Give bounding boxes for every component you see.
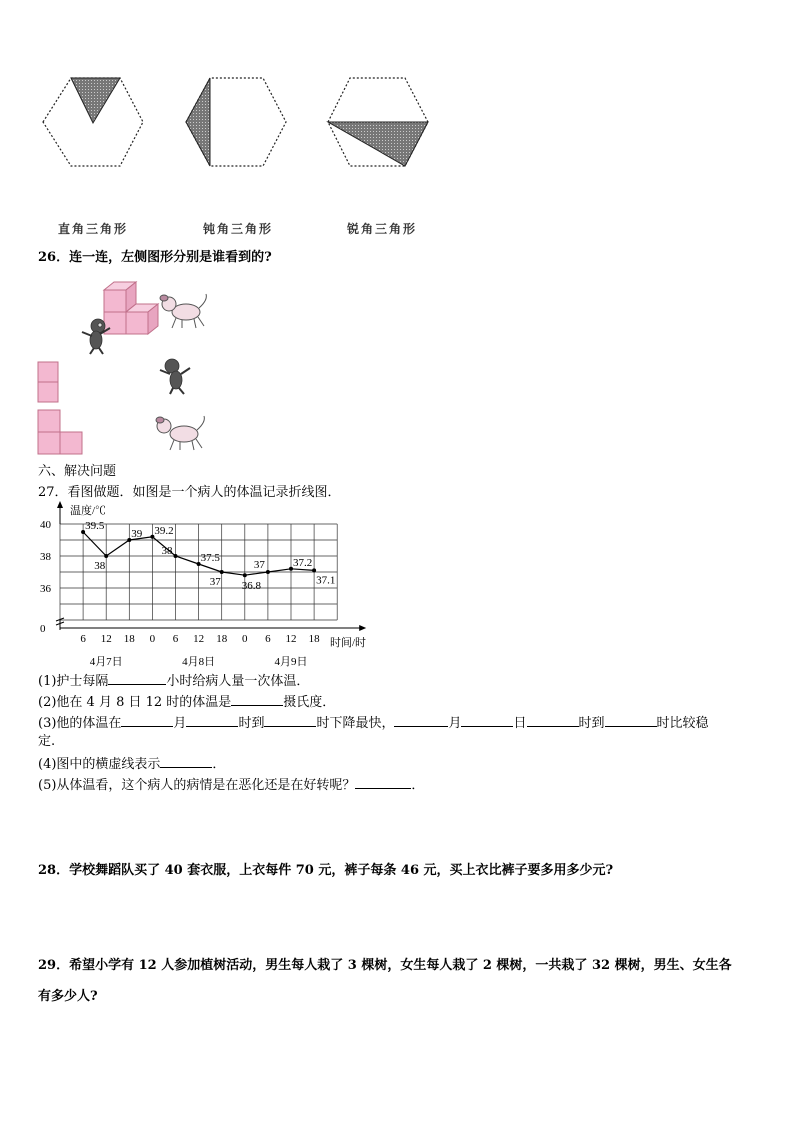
q26-figures bbox=[36, 278, 216, 458]
question-28: 28．学校舞蹈队买了 40 套衣服，上衣每件 70 元，裤子每条 46 元，买上衣比裤子要多用多少元? bbox=[38, 863, 614, 878]
x-tick-label: 6 bbox=[265, 633, 271, 645]
temperature-line-chart bbox=[30, 500, 390, 675]
answer-blank-1[interactable] bbox=[108, 671, 166, 685]
question-26: 26．连一连，左侧图形分别是谁看到的? bbox=[38, 250, 272, 265]
answer-blank-3d[interactable] bbox=[394, 713, 448, 727]
answer-blank-3a[interactable] bbox=[121, 713, 173, 727]
question-27: 27．看图做题．如图是一个病人的体温记录折线图． bbox=[38, 485, 341, 500]
q27-sub2 bbox=[38, 692, 335, 712]
data-label: 38 bbox=[161, 545, 173, 557]
answer-blank-2[interactable] bbox=[231, 692, 283, 706]
y-tick-label: 38 bbox=[40, 551, 51, 563]
answer-blank-3g[interactable] bbox=[605, 713, 657, 727]
answer-blank-3e[interactable] bbox=[461, 713, 513, 727]
y-tick-label: 36 bbox=[40, 583, 51, 595]
hexagon-acute-triangle bbox=[328, 78, 428, 166]
q27-sub3 bbox=[38, 713, 709, 733]
x-axis-label: 时间/时 bbox=[330, 637, 367, 649]
chart-grid bbox=[60, 524, 337, 620]
question-29-line1: 29．希望小学有 12 人参加植树活动，男生每人栽了 3 棵树，女生每人栽了 2 棵树，一共栽了 32 棵树，男生、女生各 bbox=[38, 958, 732, 973]
data-label: 37 bbox=[209, 576, 221, 588]
data-point bbox=[312, 568, 316, 572]
q27-sub3-f: 日 bbox=[513, 716, 527, 731]
q27-sub4-pre: (4)图中的横虚线表示 bbox=[38, 757, 161, 772]
x-tick-label: 0 bbox=[149, 633, 156, 645]
y-tick-label: 40 bbox=[40, 519, 51, 531]
answer-blank-4[interactable] bbox=[160, 754, 212, 768]
answer-blank-3b[interactable] bbox=[186, 713, 238, 727]
label-obtuse-triangle: 钝角三角形 bbox=[203, 222, 274, 236]
x-tick-label: 12 bbox=[285, 633, 297, 645]
view-a-two-squares bbox=[38, 362, 58, 402]
data-label: 37.2 bbox=[293, 556, 313, 569]
q27-sub3-a: (3)他的体温在 bbox=[38, 716, 122, 731]
label-right-triangle: 直角三角形 bbox=[58, 222, 129, 236]
label-acute-triangle: 锐角三角形 bbox=[347, 222, 418, 236]
data-label: 39.5 bbox=[85, 520, 105, 532]
data-point bbox=[220, 570, 224, 574]
data-label: 39.2 bbox=[154, 524, 174, 537]
q27-sub3-wrap: 定. bbox=[38, 734, 56, 749]
q27-sub2-pre: (2)他在 4 月 8 日 12 时的体温是 bbox=[38, 695, 232, 710]
hexagon-obtuse-triangle bbox=[186, 78, 286, 166]
data-label: 37.1 bbox=[316, 574, 336, 587]
answer-blank-3f[interactable] bbox=[527, 713, 579, 727]
q27-sub4 bbox=[38, 754, 225, 774]
data-point bbox=[243, 573, 247, 577]
monkey-image-right bbox=[160, 359, 190, 394]
q27-sub3-e: 月 bbox=[448, 716, 462, 731]
q27-sub3-b: 月 bbox=[173, 716, 187, 731]
q27-sub5-post: ． bbox=[411, 778, 425, 793]
data-label: 37.5 bbox=[200, 552, 220, 564]
data-label: 37 bbox=[253, 559, 265, 571]
y-axis-label: 温度/℃ bbox=[70, 505, 107, 517]
cube-stack-image bbox=[104, 282, 158, 334]
hexagon-figures bbox=[30, 70, 450, 180]
x-tick-label: 18 bbox=[123, 633, 135, 645]
y-tick-label: 0 bbox=[40, 623, 46, 635]
answer-blank-5[interactable] bbox=[355, 775, 411, 789]
data-label: 38 bbox=[94, 560, 106, 572]
data-point bbox=[266, 570, 270, 574]
question-29-line2: 有多少人? bbox=[38, 989, 98, 1004]
x-tick-label: 6 bbox=[172, 633, 179, 645]
date-label: 4月8日 bbox=[182, 656, 216, 668]
data-label: 39 bbox=[131, 528, 143, 540]
chart-tick-labels bbox=[40, 519, 320, 668]
x-tick-label: 12 bbox=[100, 633, 112, 645]
q27-sub5 bbox=[38, 775, 424, 795]
q27-sub1 bbox=[38, 671, 309, 691]
answer-blank-3c[interactable] bbox=[264, 713, 316, 727]
hexagon-right-triangle bbox=[43, 78, 143, 166]
x-tick-label: 18 bbox=[308, 633, 320, 645]
q27-sub2-post: 摄氏度． bbox=[283, 695, 336, 710]
data-point bbox=[104, 554, 108, 558]
date-label: 4月7日 bbox=[89, 656, 123, 668]
x-tick-label: 18 bbox=[216, 633, 228, 645]
q27-sub3-g: 时到 bbox=[578, 716, 605, 731]
q27-sub3-c: 时到 bbox=[238, 716, 265, 731]
x-tick-label: 0 bbox=[242, 633, 248, 645]
x-tick-label: 12 bbox=[193, 633, 205, 645]
q27-sub1-pre: (1)护士每隔 bbox=[38, 674, 109, 689]
q27-sub3-h: 时比较稳 bbox=[656, 716, 709, 731]
view-b-l-shape bbox=[38, 410, 82, 454]
section-6-title: 六、解决问题 bbox=[38, 464, 117, 479]
x-tick-label: 6 bbox=[80, 633, 86, 645]
data-point bbox=[174, 554, 178, 558]
q27-sub5-pre: (5)从体温看，这个病人的病情是在恶化还是在好转呢？ bbox=[38, 778, 356, 793]
q27-sub1-post: 小时给病人量一次体温． bbox=[166, 674, 310, 689]
date-label: 4月9日 bbox=[274, 656, 308, 668]
data-label: 36.8 bbox=[241, 580, 262, 593]
q27-sub3-d: 时下降最快， bbox=[316, 716, 395, 731]
dog-image-top bbox=[160, 294, 206, 328]
q27-sub4-post: ． bbox=[212, 757, 226, 772]
dog-image-bottom bbox=[156, 416, 204, 450]
